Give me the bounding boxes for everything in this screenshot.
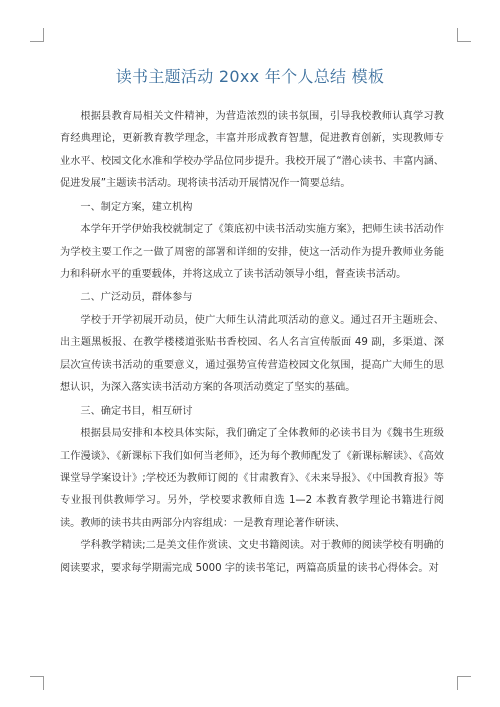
paragraph-section-1: 本学年开学伊始我校就制定了《策底初中读书活动实施方案》，把师生读书活动作为学校主要工作之一做了周密的部署和详细的安排，使这一活动作为提升教师业务能力和科研水平的重要载体，并将这成立了读书活动领导小组，督查读书活动。 — [60, 224, 444, 281]
paragraph-section-3-continued: 学科教学精读;二是美文佳作赏读、文史书籍阅读。对于教师的阅读学校有明确的阅读要求，要求每学期需完成 5000 字的读书笔记，两篇高质量的读书心得体会。对 — [60, 540, 444, 574]
document-title: 读书主题活动 20xx 年个人总结 模板 — [115, 67, 385, 86]
crop-mark-bottom-left — [30, 676, 44, 690]
crop-mark-bottom-right — [457, 676, 471, 690]
section-heading-1: 一、制定方案，建立机构 — [80, 201, 193, 213]
section-heading-2: 二、广泛动员，群体参与 — [80, 292, 193, 304]
paragraph-section-2: 学校于开学初展开动员，使广大师生认清此项活动的意义。通过召开主题班会、出主题黑板报、在教学楼楼道张贴书香校园、名人名言宣传版面 49 副，多渠道、深层次宣传读书活动的重要意义，通过强势宣传营造校园文化氛围，提高广大师生的思想认识，为深入落实读书活动方案的各项活动奠定了坚实的基础。 — [60, 315, 444, 394]
section-heading-3: 三、确定书目，相互研讨 — [80, 405, 193, 417]
paragraph-intro: 根据县教育局相关文件精神，为营造浓烈的读书氛围，引导我校教师认真学习教育经典理论，更新教育教学理念，丰富并形成教育智慧，促进教育创新，实现教师专业水平、校园文化水准和学校办学品位同步提升。我校开展了“潜心读书、丰富内涵、促进发展”主题读书活动。现将读书活动开展情况作一简要总结。 — [60, 111, 444, 190]
paragraph-section-3: 根据县局安排和本校具体实际，我们确定了全体教师的必读书目为《魏书生班级工作漫谈》、《新课标下我们如何当老师》，还为每个教师配发了《新课标解读》、《高效课堂导学案设计》;学校还为教师订阅的《甘肃教育》、《未来导报》、《中国教育报》等专业报刊供教师学习。另外，学校要求教师自选 1—2 本教育教学理论书籍进行阅读。教师的读书共由两部分内容组成：一是教育理论著作研读、 — [60, 428, 444, 529]
document-body — [60, 106, 444, 580]
crop-mark-top-right — [457, 28, 471, 42]
crop-mark-top-left — [30, 28, 44, 42]
